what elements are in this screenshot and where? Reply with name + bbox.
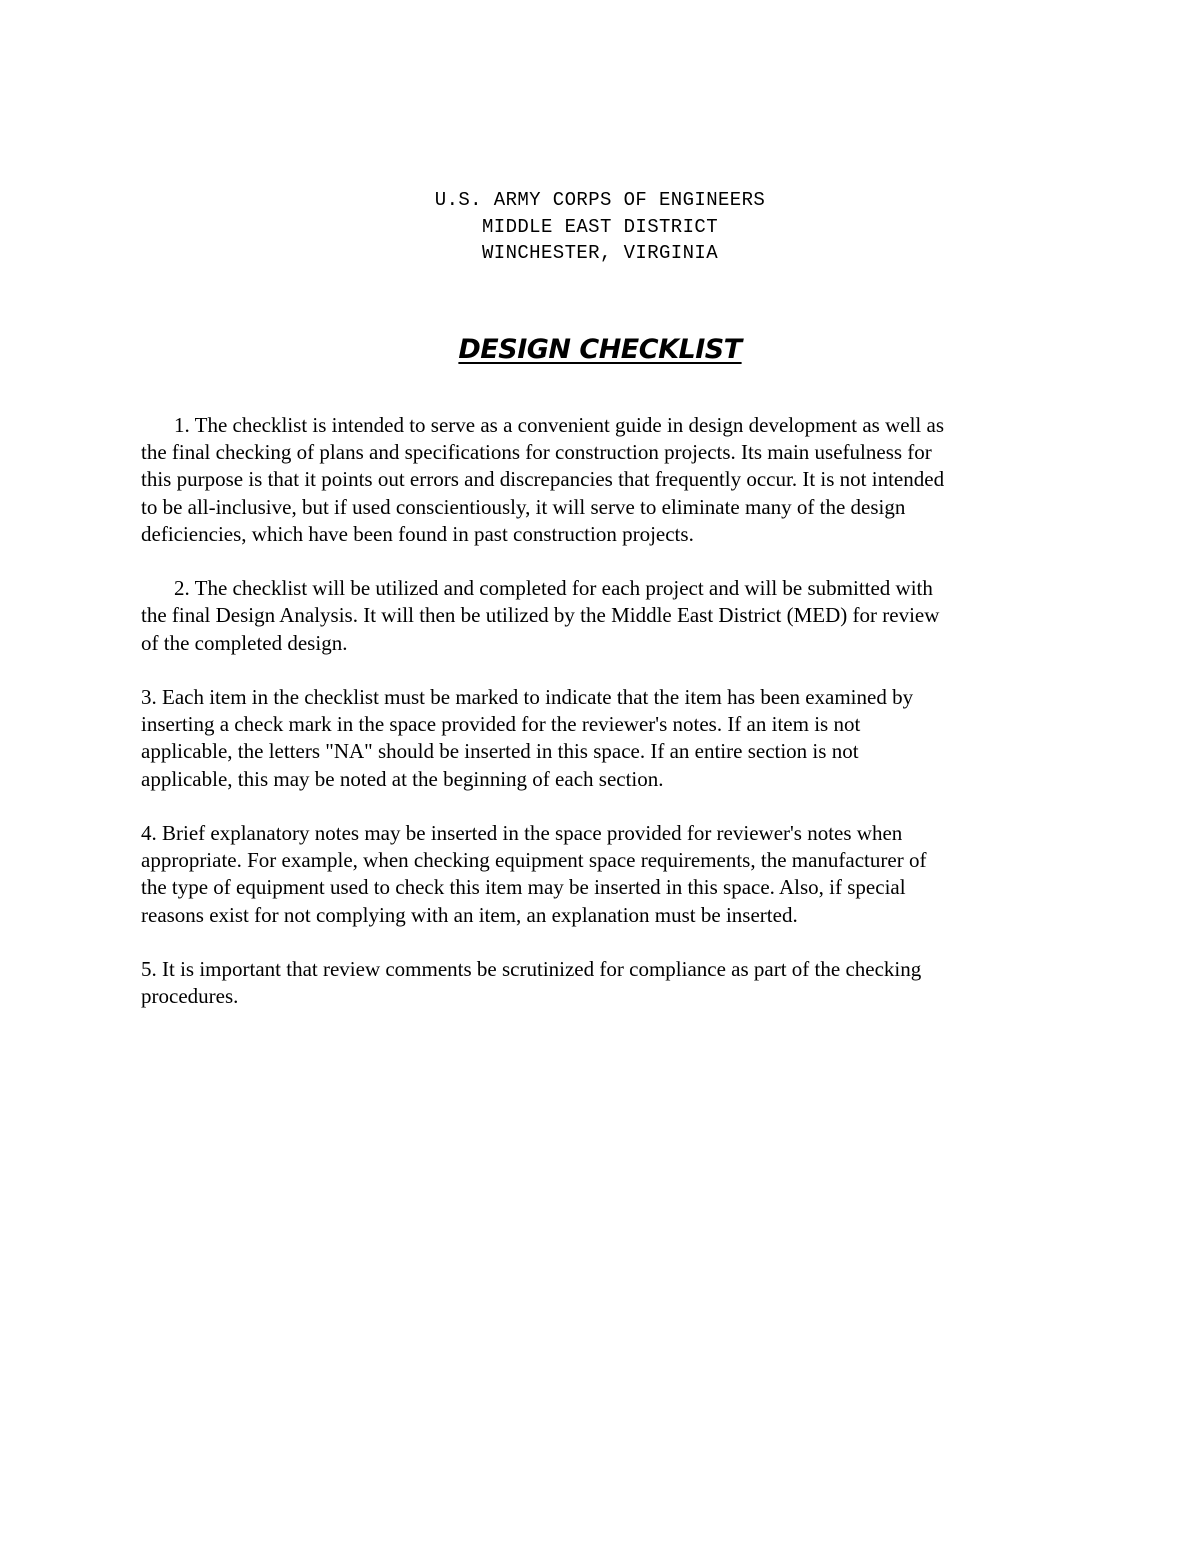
document-title-text: DESIGN CHECKLIST xyxy=(458,334,742,365)
header-line-location: WINCHESTER, VIRGINIA xyxy=(481,242,719,264)
paragraph-line: the final checking of plans and specifications for construction projects. Its main usefulness for xyxy=(141,440,932,465)
document-body xyxy=(141,412,1071,1038)
paragraph-4 xyxy=(141,820,1071,929)
paragraph-line: procedures. xyxy=(141,984,239,1009)
paragraph-line: this purpose is that it points out errors and discrepancies that frequently occur. It is not intended xyxy=(141,467,945,492)
paragraph-line: the type of equipment used to check this item may be inserted in this space. Also, if special xyxy=(141,875,906,900)
paragraph-line: 2. The checklist will be utilized and completed for each project and will be submitted with xyxy=(174,576,933,601)
paragraph-line: 5. It is important that review comments be scrutinized for compliance as part of the checking xyxy=(141,957,922,981)
paragraph-line: reasons exist for not complying with an item, an explanation must be inserted. xyxy=(141,902,798,927)
paragraph-line: to be all-inclusive, but if used conscientiously, it will serve to eliminate many of the design xyxy=(141,494,906,519)
paragraph-line: inserting a check mark in the space provided for the reviewer's notes. If an item is not xyxy=(141,712,861,737)
paragraph-line: 4. Brief explanatory notes may be inserted in the space provided for reviewer's notes when xyxy=(141,821,903,845)
paragraph-line: of the completed design. xyxy=(141,630,348,655)
paragraph-line: deficiencies, which have been found in past construction projects. xyxy=(141,521,694,546)
paragraph-2 xyxy=(141,575,1071,657)
header-line-organization: U.S. ARMY CORPS OF ENGINEERS xyxy=(434,189,766,211)
paragraph-3 xyxy=(141,684,1071,793)
header-line-district: MIDDLE EAST DISTRICT xyxy=(481,215,719,238)
paragraph-line: appropriate. For example, when checking equipment space requirements, the manufacturer of xyxy=(141,848,927,873)
organization-header xyxy=(0,187,1200,267)
paragraph-line: applicable, the letters "NA" should be inserted in this space. If an entire section is not xyxy=(141,739,859,764)
paragraph-line: the final Design Analysis. It will then be utilized by the Middle East District (MED) for review xyxy=(141,603,940,628)
document-title xyxy=(0,334,1200,365)
paragraph-line: 3. Each item in the checklist must be marked to indicate that the item has been examined by xyxy=(141,685,914,709)
paragraph-line: 1. The checklist is intended to serve as a convenient guide in design development as well as xyxy=(174,413,944,437)
paragraph-5 xyxy=(141,956,1071,1010)
paragraph-line: applicable, this may be noted at the beginning of each section. xyxy=(141,766,664,791)
paragraph-1 xyxy=(141,412,1071,548)
